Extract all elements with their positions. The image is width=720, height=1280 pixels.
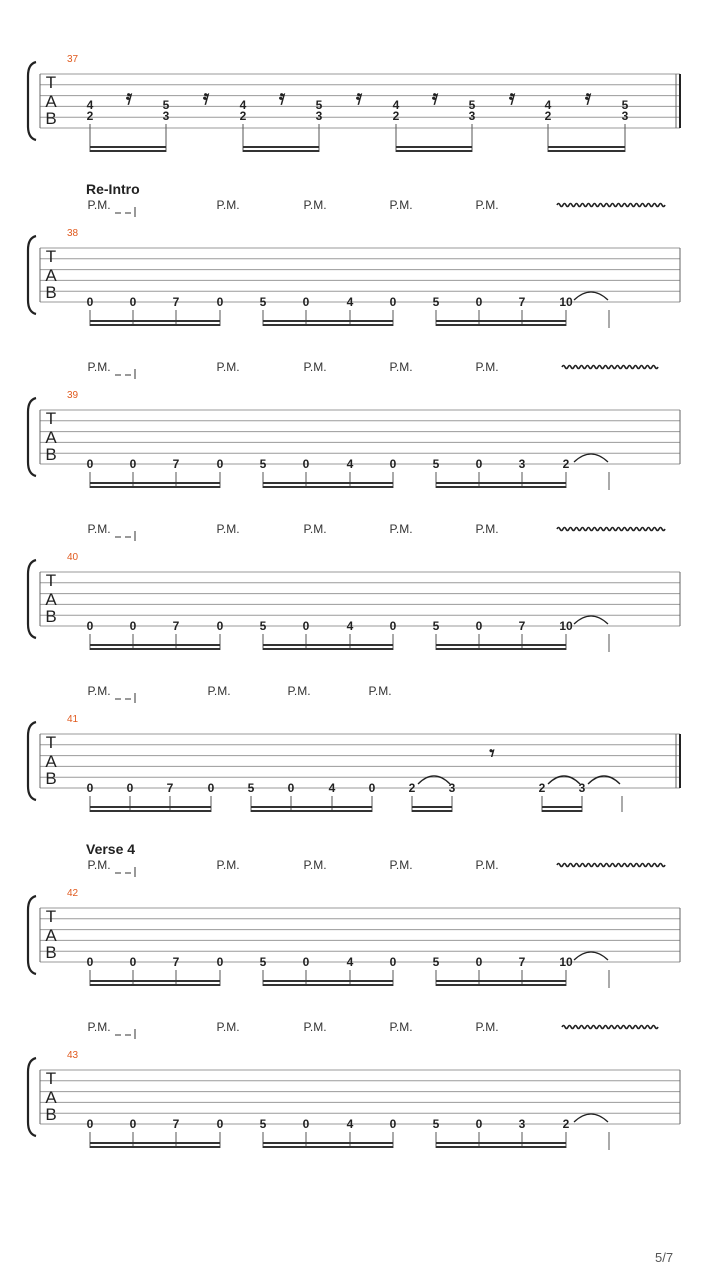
system-bracket	[28, 236, 36, 314]
eighth-rest: 𝄾	[489, 741, 495, 765]
measure-number: 41	[67, 714, 79, 725]
tab-clef-t: T	[45, 73, 57, 92]
palm-mute-label: P.M.	[475, 198, 499, 212]
sixteenth-rest: 𝄿	[431, 85, 439, 109]
fret-number: 5	[432, 457, 440, 471]
beam	[263, 1146, 393, 1148]
fret-number: 2	[239, 109, 247, 123]
tab-clef-b: B	[45, 109, 57, 128]
system-bracket	[28, 398, 36, 476]
system-bracket	[28, 560, 36, 638]
fret-number: 7	[172, 457, 180, 471]
fret-number: 4	[346, 1117, 354, 1131]
tab-clef-t: T	[45, 1069, 57, 1088]
fret-number: 0	[216, 619, 224, 633]
fret-number: 0	[216, 1117, 224, 1131]
beam	[90, 146, 166, 148]
fret-number: 2	[562, 1117, 570, 1131]
tab-clef-a: A	[45, 926, 57, 945]
tab-clef-b: B	[45, 283, 57, 302]
beam	[436, 644, 566, 646]
fret-number: 3	[518, 1117, 526, 1131]
palm-mute-label: P.M.	[389, 1020, 413, 1034]
fret-number: 4	[346, 955, 354, 969]
beam	[436, 324, 566, 326]
fret-number: 0	[86, 1117, 94, 1131]
beam	[263, 1142, 393, 1144]
fret-number: 0	[126, 781, 134, 795]
fret-number: 0	[86, 781, 94, 795]
fret-number: 4	[544, 98, 552, 112]
fret-number: 2	[544, 109, 552, 123]
tab-clef-t: T	[45, 247, 57, 266]
palm-mute-label: P.M.	[368, 684, 392, 698]
palm-mute-label: P.M.	[389, 360, 413, 374]
beam	[263, 644, 393, 646]
fret-number: 5	[432, 295, 440, 309]
fret-number: 3	[518, 457, 526, 471]
fret-number: 2	[562, 457, 570, 471]
fret-number: 4	[346, 457, 354, 471]
measure-number: 38	[67, 228, 79, 239]
palm-mute-label: P.M.	[303, 858, 327, 872]
fret-number: 5	[162, 98, 170, 112]
palm-mute-label: P.M.	[87, 1020, 111, 1034]
fret-number: 0	[389, 457, 397, 471]
fret-number: 4	[346, 619, 354, 633]
palm-mute-label: P.M.	[303, 198, 327, 212]
fret-number: 0	[216, 955, 224, 969]
beam	[90, 1142, 220, 1144]
tab-clef-a: A	[45, 752, 57, 771]
fret-number: 0	[216, 457, 224, 471]
beam	[263, 648, 393, 650]
system-bracket	[28, 896, 36, 974]
fret-number: 0	[129, 295, 137, 309]
fret-number: 5	[315, 98, 323, 112]
palm-mute-label: P.M.	[87, 198, 111, 212]
fret-number: 5	[621, 98, 629, 112]
measure-number: 39	[67, 390, 79, 401]
palm-mute-label: P.M.	[389, 198, 413, 212]
palm-mute-label: P.M.	[303, 360, 327, 374]
beam	[90, 320, 220, 322]
tab-clef-b: B	[45, 1105, 57, 1124]
vibrato	[557, 864, 665, 867]
fret-number: 0	[86, 955, 94, 969]
measure-number: 40	[67, 552, 79, 563]
fret-number: 5	[259, 955, 267, 969]
system-bracket	[28, 722, 36, 800]
beam	[436, 1146, 566, 1148]
palm-mute-label: P.M.	[216, 522, 240, 536]
beam	[548, 150, 625, 152]
sixteenth-rest: 𝄿	[202, 85, 210, 109]
fret-number: 10	[559, 295, 573, 309]
sixteenth-rest: 𝄿	[125, 85, 133, 109]
fret-number: 0	[129, 1117, 137, 1131]
fret-number: 5	[247, 781, 255, 795]
fret-number: 0	[86, 457, 94, 471]
fret-number: 3	[468, 109, 476, 123]
fret-number: 0	[302, 295, 310, 309]
fret-number: 5	[432, 1117, 440, 1131]
beam	[436, 648, 566, 650]
beam	[90, 1146, 220, 1148]
fret-number: 0	[302, 619, 310, 633]
fret-number: 7	[172, 1117, 180, 1131]
fret-number: 4	[239, 98, 247, 112]
vibrato	[557, 204, 665, 207]
fret-number: 0	[86, 295, 94, 309]
fret-number: 7	[166, 781, 174, 795]
beam	[90, 486, 220, 488]
beam	[542, 806, 582, 808]
fret-number: 3	[448, 781, 456, 795]
fret-number: 5	[259, 619, 267, 633]
fret-number: 2	[538, 781, 546, 795]
palm-mute-label: P.M.	[216, 360, 240, 374]
palm-mute-label: P.M.	[475, 522, 499, 536]
fret-number: 0	[475, 619, 483, 633]
palm-mute-label: P.M.	[389, 858, 413, 872]
beam	[436, 320, 566, 322]
tab-clef-b: B	[45, 943, 57, 962]
fret-number: 0	[86, 619, 94, 633]
tab-clef-t: T	[45, 571, 57, 590]
beam	[90, 984, 220, 986]
beam	[396, 150, 472, 152]
fret-number: 7	[518, 295, 526, 309]
fret-number: 5	[259, 295, 267, 309]
fret-number: 0	[302, 457, 310, 471]
fret-number: 0	[475, 1117, 483, 1131]
fret-number: 7	[172, 295, 180, 309]
fret-number: 4	[346, 295, 354, 309]
beam	[90, 806, 211, 808]
fret-number: 0	[475, 955, 483, 969]
beam	[263, 984, 393, 986]
beam	[90, 980, 220, 982]
fret-number: 3	[621, 109, 629, 123]
tab-clef-a: A	[45, 92, 57, 111]
palm-mute-label: P.M.	[287, 684, 311, 698]
fret-number: 0	[287, 781, 295, 795]
fret-number: 10	[559, 619, 573, 633]
beam	[243, 150, 319, 152]
beam	[251, 810, 372, 812]
fret-number: 0	[389, 619, 397, 633]
vibrato	[557, 528, 665, 531]
fret-number: 7	[518, 619, 526, 633]
fret-number: 0	[389, 295, 397, 309]
beam	[90, 324, 220, 326]
fret-number: 0	[302, 955, 310, 969]
fret-number: 7	[518, 955, 526, 969]
section-label: Re-Intro	[86, 181, 140, 197]
fret-number: 3	[162, 109, 170, 123]
tie	[574, 952, 608, 960]
beam	[263, 324, 393, 326]
measure-number: 43	[67, 1050, 79, 1061]
beam	[542, 810, 582, 812]
fret-number: 2	[408, 781, 416, 795]
palm-mute-label: P.M.	[87, 858, 111, 872]
beam	[90, 648, 220, 650]
measure-number: 37	[67, 54, 79, 65]
tab-clef-t: T	[45, 907, 57, 926]
palm-mute-label: P.M.	[475, 360, 499, 374]
fret-number: 0	[475, 457, 483, 471]
beam	[436, 980, 566, 982]
palm-mute-label: P.M.	[207, 684, 231, 698]
vibrato	[562, 366, 658, 369]
page-number: 5/7	[655, 1250, 674, 1265]
fret-number: 2	[392, 109, 400, 123]
palm-mute-label: P.M.	[475, 1020, 499, 1034]
beam	[90, 482, 220, 484]
fret-number: 4	[392, 98, 400, 112]
fret-number: 5	[259, 1117, 267, 1131]
fret-number: 2	[86, 109, 94, 123]
palm-mute-label: P.M.	[303, 522, 327, 536]
fret-number: 0	[475, 295, 483, 309]
beam	[548, 146, 625, 148]
tab-clef-b: B	[45, 607, 57, 626]
beam	[412, 806, 452, 808]
fret-number: 3	[578, 781, 586, 795]
tie	[574, 292, 608, 300]
beam	[436, 482, 566, 484]
beam	[396, 146, 472, 148]
fret-number: 0	[129, 457, 137, 471]
tab-clef-a: A	[45, 266, 57, 285]
fret-number: 0	[207, 781, 215, 795]
fret-number: 3	[315, 109, 323, 123]
palm-mute-label: P.M.	[216, 1020, 240, 1034]
fret-number: 4	[328, 781, 336, 795]
measure-number: 42	[67, 888, 79, 899]
sixteenth-rest: 𝄿	[355, 85, 363, 109]
tie	[574, 616, 608, 624]
beam	[436, 1142, 566, 1144]
fret-number: 7	[172, 955, 180, 969]
section-label: Verse 4	[86, 841, 136, 857]
fret-number: 5	[468, 98, 476, 112]
fret-number: 7	[172, 619, 180, 633]
beam	[90, 644, 220, 646]
beam	[251, 806, 372, 808]
system-bracket	[28, 1058, 36, 1136]
sixteenth-rest: 𝄿	[278, 85, 286, 109]
beam	[436, 486, 566, 488]
fret-number: 0	[216, 295, 224, 309]
palm-mute-label: P.M.	[87, 522, 111, 536]
beam	[263, 320, 393, 322]
fret-number: 0	[302, 1117, 310, 1131]
beam	[243, 146, 319, 148]
beam	[436, 984, 566, 986]
fret-number: 0	[389, 1117, 397, 1131]
beam	[263, 980, 393, 982]
fret-number: 0	[389, 955, 397, 969]
beam	[263, 482, 393, 484]
tab-clef-b: B	[45, 445, 57, 464]
tie	[574, 454, 608, 462]
palm-mute-label: P.M.	[216, 858, 240, 872]
tie	[574, 1114, 608, 1122]
beam	[412, 810, 452, 812]
fret-number: 4	[86, 98, 94, 112]
beam	[90, 810, 211, 812]
tab-clef-a: A	[45, 1088, 57, 1107]
beam	[90, 150, 166, 152]
fret-number: 10	[559, 955, 573, 969]
tab-clef-b: B	[45, 769, 57, 788]
tab-clef-t: T	[45, 409, 57, 428]
fret-number: 0	[129, 955, 137, 969]
palm-mute-label: P.M.	[475, 858, 499, 872]
sixteenth-rest: 𝄿	[584, 85, 592, 109]
palm-mute-label: P.M.	[216, 198, 240, 212]
palm-mute-label: P.M.	[389, 522, 413, 536]
fret-number: 0	[129, 619, 137, 633]
fret-number: 5	[432, 955, 440, 969]
fret-number: 5	[432, 619, 440, 633]
system-bracket	[28, 62, 36, 140]
beam	[263, 486, 393, 488]
palm-mute-label: P.M.	[87, 360, 111, 374]
tab-clef-a: A	[45, 590, 57, 609]
tab-clef-a: A	[45, 428, 57, 447]
fret-number: 0	[368, 781, 376, 795]
palm-mute-label: P.M.	[303, 1020, 327, 1034]
palm-mute-label: P.M.	[87, 684, 111, 698]
fret-number: 5	[259, 457, 267, 471]
vibrato	[562, 1026, 658, 1029]
sixteenth-rest: 𝄿	[508, 85, 516, 109]
tab-clef-t: T	[45, 733, 57, 752]
